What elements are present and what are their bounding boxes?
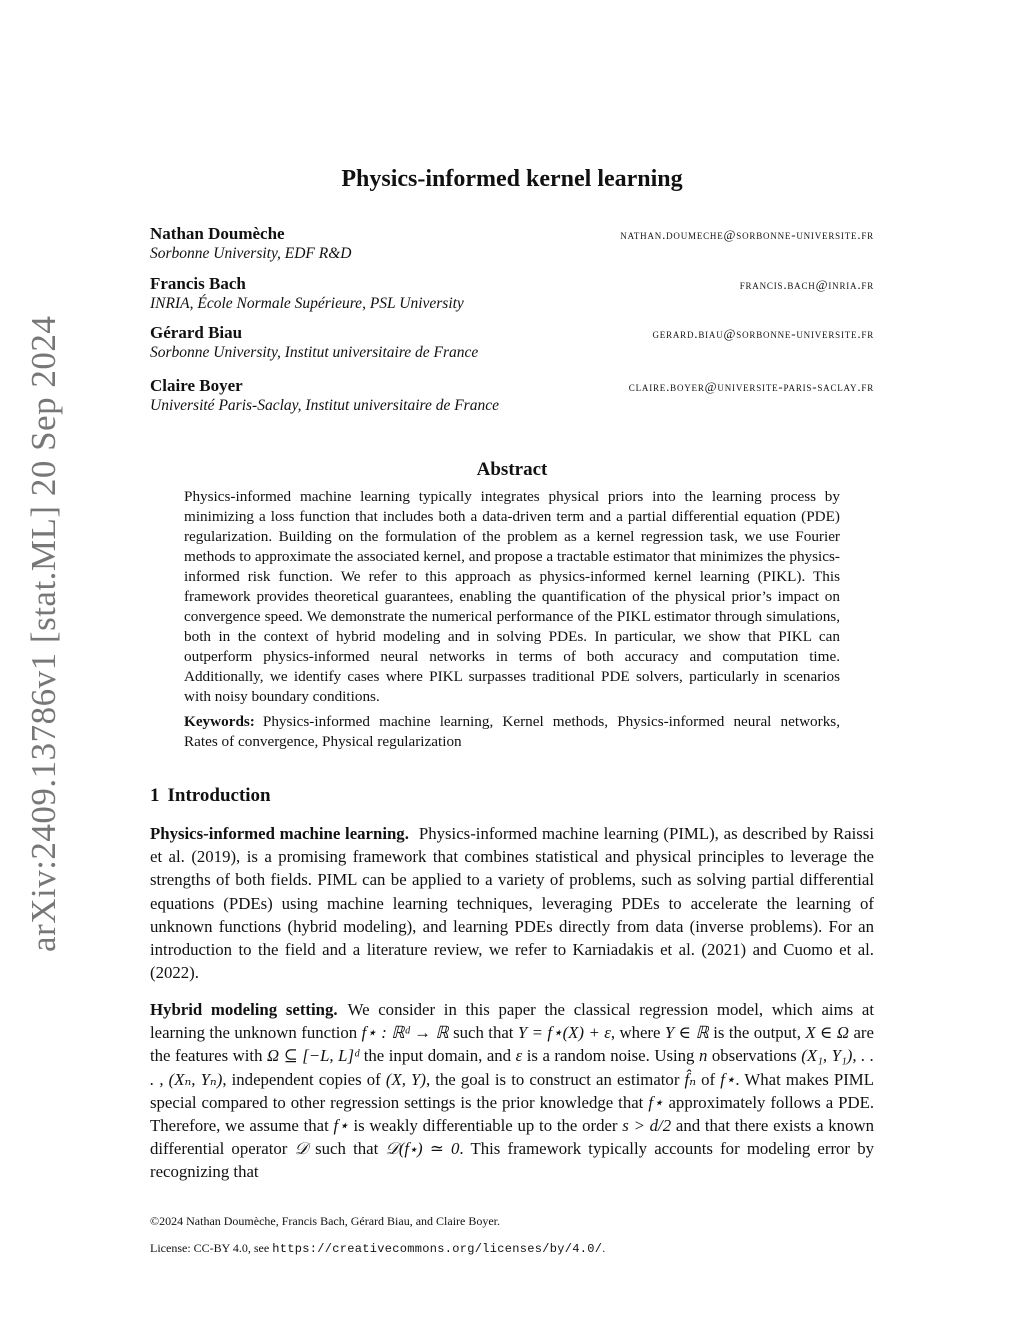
text-run: such that	[315, 1139, 379, 1159]
abstract-text: Physics-informed machine learning typically integrates physical priors into the learning process by minimizing a loss function that includes both a data-driven term and a partial differential equation (PDE) regularization. Building on the formulation of the problem as a kernel regression task, we use Fourier methods to approximate the associated kernel, and propose a tractable estimator that minimizes the physics-informed risk function. We refer to this approach as physics-informed kernel learning (PIKL). This framework provides theoretical guarantees, enabling the quantification of the physical prior’s impact on convergence speed. We demonstrate the numerical performance of the PIKL estimator through simulations, both in the context of hybrid modeling and in solving PDEs. In particular, we show that PIKL can outperform physics-informed neural networks in terms of both accuracy and computation time. Additionally, we identify cases where PIKL surpasses traditional PDE solvers, particularly in scenarios with noisy boundary conditions.	[184, 488, 840, 705]
abstract-heading: Abstract	[476, 459, 548, 480]
author-block	[150, 274, 874, 313]
paragraph-lead: Hybrid modeling setting.	[150, 1000, 338, 1019]
keywords-text: Physics-informed machine learning, Kernel methods, Physics-informed neural networks, Rates of convergence, Physical regularization	[184, 713, 840, 750]
author-affiliation: INRIA, École Normale Supérieure, PSL University	[150, 295, 464, 312]
author-block	[150, 224, 874, 263]
paper-title: Physics-informed kernel learning	[341, 166, 683, 192]
math-expression: 𝒟(f⋆) ≃ 0	[385, 1139, 460, 1159]
author-email[interactable]: francis.bach@inria.fr	[739, 277, 874, 292]
section-title: Introduction	[167, 785, 271, 806]
author-email[interactable]: claire.boyer@universite-paris-saclay.fr	[628, 379, 874, 394]
text-run: of	[701, 1069, 716, 1089]
math-expression: Y ∈ ℝ	[664, 1023, 709, 1043]
text-run: . What makes PIML special compared to other regression settings is the prior knowledge that	[150, 1069, 874, 1112]
math-expression: s > d/2	[622, 1116, 672, 1136]
author-name: Gérard Biau	[150, 323, 243, 342]
paragraph-hybrid-modeling	[150, 998, 874, 1184]
text-run: and that there exists a known differential operator	[150, 1116, 874, 1159]
math-expression: (X, Y)	[385, 1069, 426, 1089]
paragraph-lead: Physics-informed machine learning.	[150, 824, 409, 843]
math-expression: f⋆	[720, 1069, 736, 1089]
author-block	[150, 323, 874, 362]
license-prefix: License: CC-BY 4.0, see	[150, 1241, 270, 1255]
text-run: is a random noise. Using	[526, 1046, 695, 1066]
text-run: . This framework typically accounts for modeling error by recognizing that	[150, 1139, 874, 1182]
text-run: are the features with	[150, 1023, 874, 1066]
paragraph-piml	[150, 822, 874, 984]
text-run: is weakly differentiable up to the order	[353, 1116, 618, 1136]
author-block	[150, 376, 874, 415]
text-run: We consider in this paper the classical regression model, which aims at learning the unknown function	[150, 1000, 874, 1043]
math-expression: f⋆	[648, 1092, 664, 1112]
text-run: , the goal is to construct an estimator	[425, 1069, 680, 1089]
math-expression: 𝒟	[294, 1139, 308, 1159]
text-run: observations	[711, 1046, 797, 1066]
license-link[interactable]: https://creativecommons.org/licenses/by/4.0/	[272, 1242, 603, 1256]
keywords	[184, 712, 840, 752]
text-run: , where	[610, 1023, 661, 1043]
author-affiliation: Sorbonne University, Institut universitaire de France	[150, 344, 479, 361]
license-notice	[150, 1241, 874, 1256]
text-run: , independent copies of	[222, 1069, 381, 1089]
keywords-label: Keywords:	[184, 713, 255, 730]
author-affiliation: Sorbonne University, EDF R&D	[150, 245, 352, 262]
arxiv-identifier: arXiv:2409.13786v1 [stat.ML] 20 Sep 2024	[24, 315, 63, 952]
author-name: Nathan Doumèche	[150, 224, 285, 243]
license-suffix: .	[602, 1241, 606, 1255]
section-heading	[150, 785, 271, 807]
text-run: is the output,	[713, 1023, 801, 1043]
paragraph-text: Physics-informed machine learning (PIML), as described by Raissi et al. (2019), is a promising framework that combines statistical and physical principles to leverage the strengths of both fields. PIML can be applied to a variety of problems, such as solving partial differential equations (PDEs) using machine learning techniques, leveraging PDEs to accelerate the learning of unknown functions (hybrid modeling), and learning PDEs directly from data (inverse problems). For an introduction to the field and a literature review, we refer to Karniadakis et al. (2021) and Cuomo et al. (2022).	[150, 824, 874, 983]
author-name: Francis Bach	[150, 274, 246, 293]
math-expression: X ∈ Ω	[805, 1023, 850, 1043]
copyright-notice: ©2024 Nathan Doumèche, Francis Bach, Gérard Biau, and Claire Boyer.	[150, 1214, 501, 1228]
math-expression: ε	[515, 1046, 523, 1066]
text-run: approximately follows a PDE. Therefore, we assume that	[150, 1092, 875, 1136]
math-expression: f⋆ : ℝᵈ → ℝ	[361, 1023, 449, 1043]
text-run: such that	[453, 1023, 514, 1043]
author-name: Claire Boyer	[150, 376, 243, 395]
math-expression: f̂ₙ	[684, 1069, 696, 1089]
section-number: 1	[150, 785, 160, 806]
math-expression: (X₁, Y₁), . . . , (Xₙ, Yₙ)	[150, 1046, 875, 1089]
math-expression: Ω ⊆ [−L, L]ᵈ	[267, 1046, 360, 1066]
author-affiliation: Université Paris-Saclay, Institut universitaire de France	[150, 397, 499, 414]
math-expression: n	[698, 1046, 708, 1066]
author-email[interactable]: nathan.doumeche@sorbonne-universite.fr	[620, 227, 874, 242]
math-expression: Y = f⋆(X) + ε	[517, 1023, 611, 1043]
author-email[interactable]: gerard.biau@sorbonne-universite.fr	[652, 326, 874, 341]
text-run: the input domain, and	[363, 1046, 512, 1066]
math-expression: f⋆	[333, 1116, 349, 1136]
